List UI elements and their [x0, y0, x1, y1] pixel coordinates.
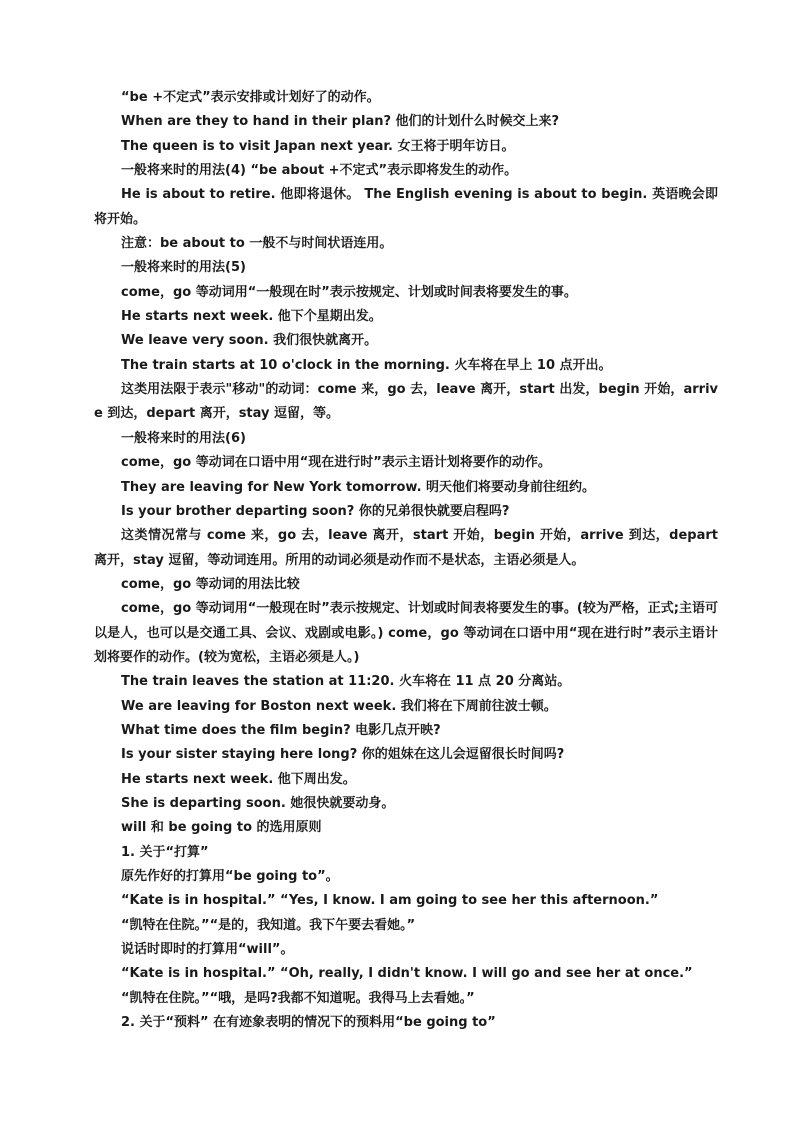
text-line: come，go 等动词在口语中用“现在进行时”表示主语计划将要作的动作。	[121, 455, 551, 471]
text-line: We are leaving for Boston next week. 我们将在下周前往波士顿。	[121, 698, 557, 714]
text-line: We leave very soon. 我们很快就离开。	[121, 333, 378, 349]
text-line: 一般将来时的用法(4) “be about +不定式”表示即将发生的动作。	[121, 163, 518, 179]
text-line: “凯特在住院。”“是的，我知道。我下午要去看她。”	[121, 917, 416, 933]
text-line: He starts next week. 他下周出发。	[121, 771, 356, 787]
document-body	[94, 86, 718, 1035]
text-line: “Kate is in hospital.” “Oh, really, I didn't know. I will go and see her at once.”	[121, 966, 693, 982]
text-paragraph: He is about to retire. 他即将退休。 The English evening is about to begin. 英语晚会即将开始。	[94, 187, 718, 227]
text-line: “凯特在住院。”“哦，是吗?我都不知道呢。我得马上去看她。”	[121, 990, 475, 1006]
text-paragraph: 这类用法限于表示"移动"的动词：come 来，go 去，leave 离开，start 出发，begin 开始，arrive 到达，depart 离开，stay 逗留，等。	[94, 382, 718, 422]
text-line: The train leaves the station at 11:20. 火车将在 11 点 20 分离站。	[121, 674, 571, 690]
text-line: 注意：be about to 一般不与时间状语连用。	[121, 236, 393, 252]
subsection-heading: 2. 关于“预料” 在有迹象表明的情况下的预料用“be going to”	[121, 1015, 496, 1031]
text-line: 说话时即时的打算用“will”。	[121, 942, 294, 958]
section-heading: 一般将来时的用法(5)	[121, 260, 246, 276]
text-line: Is your brother departing soon? 你的兄弟很快就要启程吗?	[121, 503, 510, 519]
section-heading: come，go 等动词的用法比较	[121, 576, 300, 592]
text-line: The queen is to visit Japan next year. 女王将于明年访日。	[121, 138, 515, 154]
text-paragraph: come，go 等动词用“一般现在时”表示按规定、计划或时间表将要发生的事。(较为严格，正式;主语可以是人，也可以是交通工具、会议、戏剧或电影。) come，go 等动词在口语中用“现在进行时”表示主语计划将要作的动作。(较为宽松，主语必须是人。)	[94, 601, 718, 665]
text-line: He starts next week. 他下个星期出发。	[121, 309, 382, 325]
text-line: Is your sister staying here long? 你的姐妹在这儿会逗留很长时间吗?	[121, 747, 565, 763]
section-heading: will 和 be going to 的选用原则	[121, 820, 322, 836]
text-line: When are they to hand in their plan? 他们的计划什么时候交上来?	[121, 114, 560, 130]
text-line: come，go 等动词用“一般现在时”表示按规定、计划或时间表将要发生的事。	[121, 284, 577, 300]
text-line: What time does the film begin? 电影几点开映?	[121, 722, 441, 738]
text-paragraph: 这类情况常与 come 来，go 去，leave 离开，start 开始，begin 开始，arrive 到达，depart 离开，stay 逗留，等动词连用。所用的动词必须是动作而不是状态，主语必须是人。	[94, 528, 718, 568]
text-line: They are leaving for New York tomorrow. 明天他们将要动身前往纽约。	[121, 479, 596, 495]
text-line: The train starts at 10 o'clock in the morning. 火车将在早上 10 点开出。	[121, 357, 612, 373]
section-heading: 一般将来时的用法(6)	[121, 430, 246, 446]
text-line: She is departing soon. 她很快就要动身。	[121, 795, 395, 811]
text-line: 原先作好的打算用“be going to”。	[121, 869, 339, 884]
text-line: “Kate is in hospital.” “Yes, I know. I am going to see her this afternoon.”	[121, 893, 659, 909]
subsection-heading: 1. 关于“打算”	[121, 844, 209, 860]
text-line: “be +不定式”表示安排或计划好了的动作。	[121, 90, 380, 105]
